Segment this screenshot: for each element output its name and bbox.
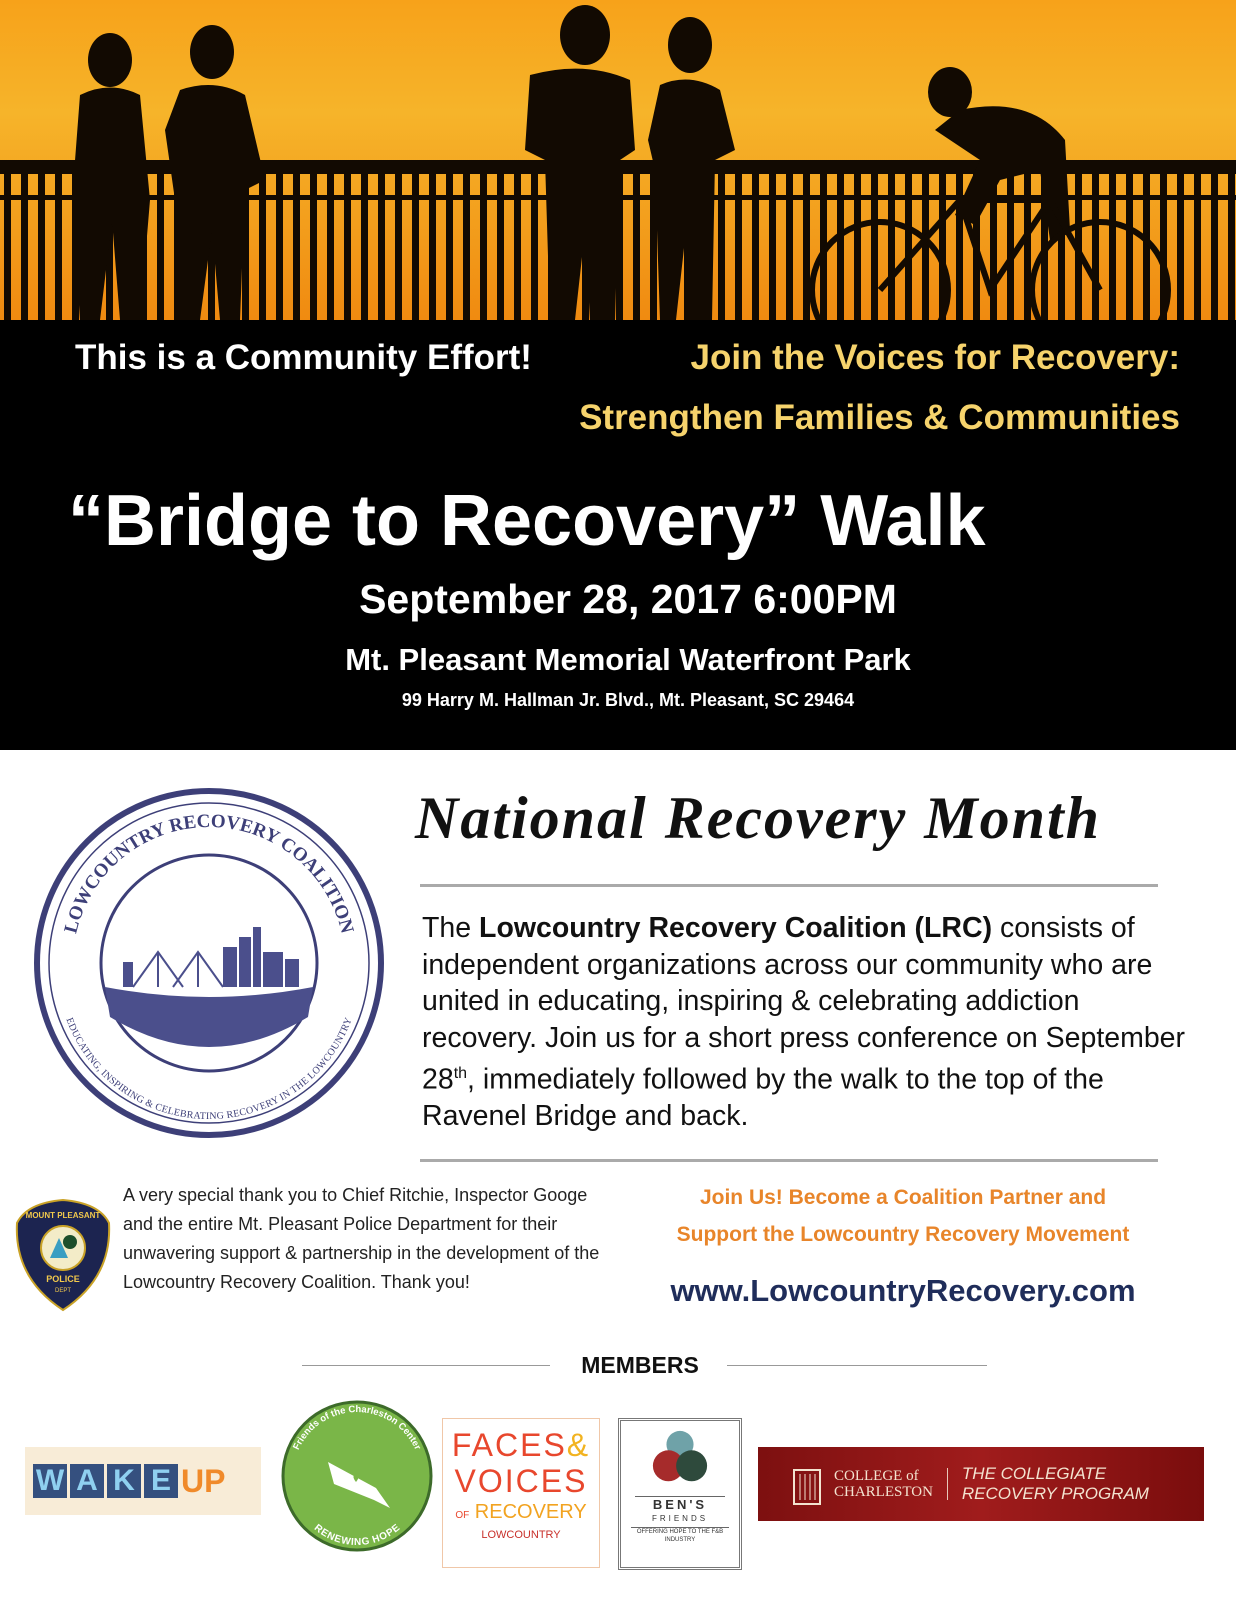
hero-photo-silhouettes (0, 0, 1236, 322)
divider (420, 884, 1158, 887)
svg-text:DEPT: DEPT (54, 1288, 72, 1294)
college-building-icon (792, 1462, 822, 1506)
svg-text:Friends of the Charleston Cent: Friends of the Charleston Center (291, 1403, 423, 1452)
divider (420, 1159, 1158, 1162)
event-venue: Mt. Pleasant Memorial Waterfront Park (345, 642, 911, 677)
coalition-logo-top-text: LOWCOUNTRY RECOVERY COALITION (60, 810, 358, 936)
tagline-right-2: Strengthen Families & Communities (579, 398, 1180, 437)
svg-text:MOUNT PLEASANT: MOUNT PLEASANT (25, 1211, 101, 1220)
national-recovery-month-heading: National Recovery Month (415, 785, 1101, 851)
police-thank-you: A very special thank you to Chief Ritchie, Inspector Googe and the entire Mt. Pleasant Police Department for their unwavering support & partnership in the development of the Lowcountry Recovery Coalition. Thank you! (123, 1185, 600, 1292)
website-link[interactable]: www.LowcountryRecovery.com (670, 1273, 1136, 1308)
wake-up-logo: W A K E UP (25, 1447, 261, 1515)
event-address: 99 Harry M. Hallman Jr. Blvd., Mt. Pleasant, SC 29464 (401, 690, 855, 710)
faces-voices-recovery-logo: FACES& VOICES OF RECOVERY LOWCOUNTRY (442, 1418, 600, 1568)
event-date: September 28, 2017 6:00PM (359, 576, 897, 622)
bens-friends-emblem-icon (650, 1429, 710, 1489)
coalition-description: The Lowcountry Recovery Coalition (LRC) consists of independent organizations across our community who are united in educating, inspiring & celebrating addiction recovery. Join us for a short press conference on September 28th, immediately followed by the walk to the top of the Ravenel Bridge and back. (422, 912, 1186, 1132)
college-of-charleston-logo: COLLEGE of CHARLESTON THE COLLEGIATE RECOVERY PROGRAM (758, 1447, 1204, 1521)
tagline-right-1: Join the Voices for Recovery: (690, 338, 1180, 377)
divider (302, 1365, 550, 1366)
coalition-logo (33, 787, 385, 1144)
police-badge-logo (14, 1198, 112, 1318)
cta-line-1: Join Us! Become a Coalition Partner and (699, 1186, 1107, 1209)
members-heading: MEMBERS (581, 1352, 699, 1378)
tagline-left: This is a Community Effort! (75, 338, 532, 377)
friends-charleston-center-logo (280, 1400, 434, 1557)
coalition-logo-bottom-text: EDUCATING, INSPIRING & CELEBRATING RECOVERY IN THE LOWCOUNTRY (63, 1016, 355, 1123)
cta-line-2: Support the Lowcountry Recovery Movement (676, 1223, 1130, 1246)
svg-text:RENEWING HOPE: RENEWING HOPE (311, 1522, 403, 1549)
event-title: “Bridge to Recovery” Walk (68, 481, 986, 561)
bens-friends-logo: BEN'S FRIENDS OFFERING HOPE TO THE F&B INDUSTRY (618, 1418, 742, 1570)
divider (727, 1365, 987, 1366)
svg-text:POLICE: POLICE (46, 1274, 80, 1284)
